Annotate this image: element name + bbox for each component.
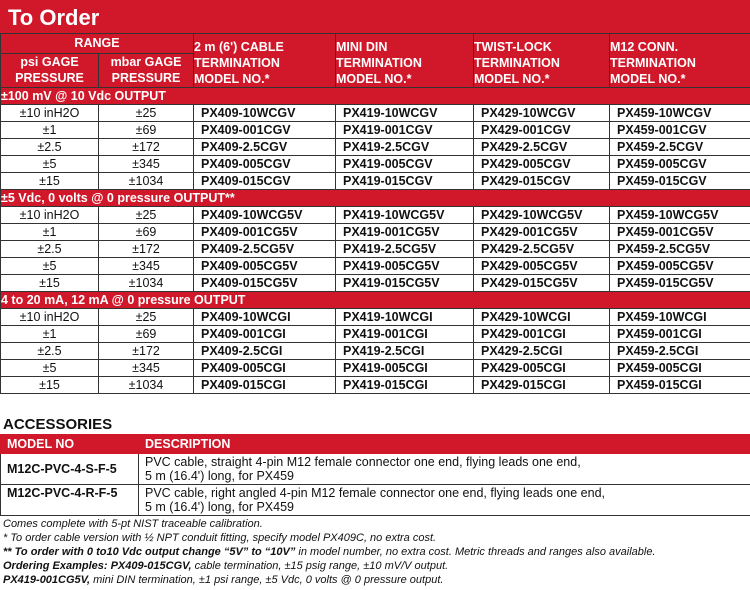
mbar-range: ±69	[99, 122, 194, 139]
mbar-range: ±25	[99, 207, 194, 224]
table-row	[1, 360, 750, 377]
mini-din-model: PX419-001CGI	[336, 326, 474, 343]
psi-range: ±10 inH2O	[1, 207, 99, 224]
twist-lock-model: PX429-2.5CG5V	[474, 241, 610, 258]
twist-lock-model: PX429-10WCG5V	[474, 207, 610, 224]
note-ordering-example-2: PX419-001CG5V, mini DIN termination, ±1 psi range, ±5 Vdc, 0 volts @ 0 pressure output.	[3, 574, 444, 586]
psi-range: ±5	[1, 258, 99, 275]
cable-model: PX409-10WCG5V	[194, 207, 336, 224]
mbar-range: ±1034	[99, 275, 194, 292]
accessory-row	[1, 485, 750, 516]
psi-range: ±5	[1, 156, 99, 173]
psi-range: ±2.5	[1, 139, 99, 156]
range-header: RANGE	[1, 34, 194, 54]
m12-model: PX459-10WCG5V	[610, 207, 750, 224]
order-table	[0, 33, 750, 394]
mbar-range: ±172	[99, 343, 194, 360]
table-row	[1, 343, 750, 360]
mini-din-model: PX419-2.5CGV	[336, 139, 474, 156]
m12-termination-header: M12 CONN. TERMINATION MODEL NO.*	[610, 34, 750, 88]
twist-lock-model: PX429-005CG5V	[474, 258, 610, 275]
mbar-range: ±25	[99, 309, 194, 326]
psi-range: ±15	[1, 275, 99, 292]
mbar-range: ±69	[99, 224, 194, 241]
twist-lock-model: PX429-2.5CGI	[474, 343, 610, 360]
mini-din-model: PX419-005CGI	[336, 360, 474, 377]
psi-range: ±10 inH2O	[1, 309, 99, 326]
mbar-range: ±25	[99, 105, 194, 122]
m12-model: PX459-015CGI	[610, 377, 750, 394]
psi-range: ±1	[1, 224, 99, 241]
accessories-title: ACCESSORIES	[3, 416, 113, 433]
table-row	[1, 326, 750, 343]
accessory-model: M12C-PVC-4-S-F-5	[1, 454, 139, 485]
twist-lock-model: PX429-10WCGI	[474, 309, 610, 326]
m12-model: PX459-10WCGI	[610, 309, 750, 326]
m12-model: PX459-2.5CG5V	[610, 241, 750, 258]
cable-model: PX409-015CG5V	[194, 275, 336, 292]
mini-din-model: PX419-015CG5V	[336, 275, 474, 292]
accessories-table	[0, 434, 750, 516]
mbar-range: ±345	[99, 258, 194, 275]
table-row	[1, 309, 750, 326]
section-label: 4 to 20 mA, 12 mA @ 0 pressure OUTPUT	[1, 292, 750, 309]
twist-lock-model: PX429-001CG5V	[474, 224, 610, 241]
accessory-row	[1, 454, 750, 485]
note-calibration: Comes complete with 5-pt NIST traceable calibration.	[3, 518, 263, 530]
footnotes	[3, 517, 748, 587]
cable-model: PX409-005CGI	[194, 360, 336, 377]
table-row	[1, 207, 750, 224]
mini-din-model: PX419-001CG5V	[336, 224, 474, 241]
mbar-range: ±172	[99, 241, 194, 258]
mini-din-model: PX419-2.5CG5V	[336, 241, 474, 258]
m12-model: PX459-001CG5V	[610, 224, 750, 241]
table-row	[1, 224, 750, 241]
table-row	[1, 139, 750, 156]
accessory-description: PVC cable, straight 4-pin M12 female connector one end, flying leads one end, 5 m (16.4') long, for PX459	[139, 454, 750, 485]
note-ordering-example-1: Ordering Examples: PX409-015CGV, cable termination, ±15 psig range, ±10 mV/V output.	[3, 560, 449, 572]
m12-model: PX459-001CGV	[610, 122, 750, 139]
mini-din-termination-header: MINI DIN TERMINATION MODEL NO.*	[336, 34, 474, 88]
mini-din-model: PX419-10WCGV	[336, 105, 474, 122]
cable-model: PX409-001CGV	[194, 122, 336, 139]
table-row	[1, 105, 750, 122]
note-10v-output: ** To order with 0 to10 Vdc output change “5V” to “10V” in model number, no extra cost. Metric threads and ranges also available.	[3, 546, 656, 558]
psi-gage-header: psi GAGE PRESSURE	[1, 53, 99, 87]
cable-model: PX409-2.5CGV	[194, 139, 336, 156]
m12-model: PX459-10WCGV	[610, 105, 750, 122]
cable-model: PX409-2.5CG5V	[194, 241, 336, 258]
table-row	[1, 377, 750, 394]
m12-model: PX459-2.5CGV	[610, 139, 750, 156]
cable-model: PX409-005CG5V	[194, 258, 336, 275]
mbar-range: ±345	[99, 156, 194, 173]
m12-model: PX459-2.5CGI	[610, 343, 750, 360]
psi-range: ±10 inH2O	[1, 105, 99, 122]
mini-din-model: PX419-10WCG5V	[336, 207, 474, 224]
twist-lock-model: PX429-10WCGV	[474, 105, 610, 122]
cable-model: PX409-2.5CGI	[194, 343, 336, 360]
mini-din-model: PX419-001CGV	[336, 122, 474, 139]
twist-lock-model: PX429-005CGI	[474, 360, 610, 377]
mbar-gage-header: mbar GAGE PRESSURE	[99, 53, 194, 87]
cable-model: PX409-10WCGV	[194, 105, 336, 122]
twist-lock-model: PX429-005CGV	[474, 156, 610, 173]
section-header	[1, 190, 750, 207]
mini-din-model: PX419-015CGI	[336, 377, 474, 394]
psi-range: ±5	[1, 360, 99, 377]
twist-lock-model: PX429-001CGI	[474, 326, 610, 343]
accessory-description: PVC cable, right angled 4-pin M12 female connector one end, flying leads one end, 5 m (16.4') long, for PX459	[139, 485, 750, 516]
cable-model: PX409-001CG5V	[194, 224, 336, 241]
psi-range: ±2.5	[1, 343, 99, 360]
psi-range: ±1	[1, 122, 99, 139]
table-row	[1, 275, 750, 292]
section-label: ±5 Vdc, 0 volts @ 0 pressure OUTPUT**	[1, 190, 750, 207]
m12-model: PX459-005CGI	[610, 360, 750, 377]
twist-lock-termination-header: TWIST-LOCK TERMINATION MODEL NO.*	[474, 34, 610, 88]
table-row	[1, 122, 750, 139]
cable-model: PX409-005CGV	[194, 156, 336, 173]
twist-lock-model: PX429-015CGI	[474, 377, 610, 394]
mbar-range: ±1034	[99, 173, 194, 190]
twist-lock-model: PX429-2.5CGV	[474, 139, 610, 156]
page-title: To Order	[8, 5, 100, 30]
mini-din-model: PX419-005CGV	[336, 156, 474, 173]
m12-model: PX459-005CG5V	[610, 258, 750, 275]
twist-lock-model: PX429-015CG5V	[474, 275, 610, 292]
m12-model: PX459-015CG5V	[610, 275, 750, 292]
mini-din-model: PX419-015CGV	[336, 173, 474, 190]
cable-model: PX409-015CGV	[194, 173, 336, 190]
psi-range: ±15	[1, 377, 99, 394]
section-label: ±100 mV @ 10 Vdc OUTPUT	[1, 88, 750, 105]
mbar-range: ±345	[99, 360, 194, 377]
mbar-range: ±69	[99, 326, 194, 343]
section-header	[1, 88, 750, 105]
m12-model: PX459-015CGV	[610, 173, 750, 190]
mini-din-model: PX419-2.5CGI	[336, 343, 474, 360]
title-bar	[0, 0, 750, 33]
table-row	[1, 173, 750, 190]
mbar-range: ±1034	[99, 377, 194, 394]
accessory-model: M12C-PVC-4-R-F-5	[1, 485, 139, 516]
cable-model: PX409-10WCGI	[194, 309, 336, 326]
section-header	[1, 292, 750, 309]
cable-model: PX409-015CGI	[194, 377, 336, 394]
psi-range: ±1	[1, 326, 99, 343]
psi-range: ±2.5	[1, 241, 99, 258]
twist-lock-model: PX429-001CGV	[474, 122, 610, 139]
twist-lock-model: PX429-015CGV	[474, 173, 610, 190]
accessory-description-header: DESCRIPTION	[139, 435, 750, 454]
cable-model: PX409-001CGI	[194, 326, 336, 343]
table-row	[1, 258, 750, 275]
mbar-range: ±172	[99, 139, 194, 156]
note-conduit: * To order cable version with ½ NPT conduit fitting, specify model PX409C, no extra cost.	[3, 532, 437, 544]
m12-model: PX459-001CGI	[610, 326, 750, 343]
table-row	[1, 241, 750, 258]
accessory-model-header: MODEL NO	[1, 435, 139, 454]
psi-range: ±15	[1, 173, 99, 190]
m12-model: PX459-005CGV	[610, 156, 750, 173]
mini-din-model: PX419-10WCGI	[336, 309, 474, 326]
cable-termination-header: 2 m (6') CABLE TERMINATION MODEL NO.*	[194, 34, 336, 88]
mini-din-model: PX419-005CG5V	[336, 258, 474, 275]
table-row	[1, 156, 750, 173]
